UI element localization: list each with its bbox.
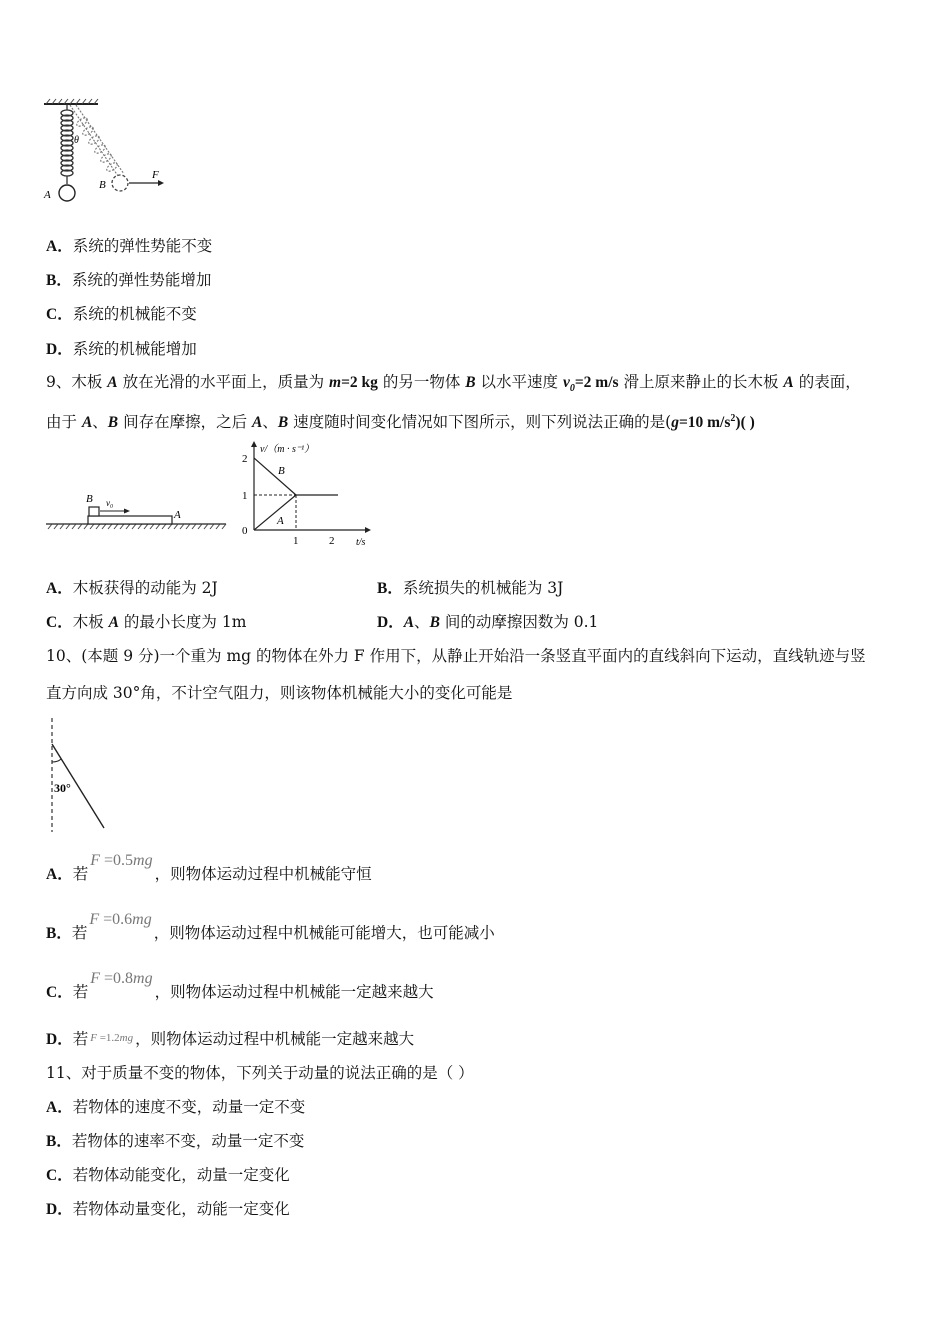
q11-option-a <box>46 1097 305 1118</box>
q8-option-d <box>46 339 197 360</box>
label-b: B <box>86 493 93 505</box>
q9-option-d <box>377 612 598 633</box>
q9-option-a <box>46 578 218 599</box>
text: 以水平速度 <box>475 373 563 391</box>
text: 的表面， <box>793 373 861 391</box>
text: 、 <box>262 413 278 432</box>
label-v0: v₀ <box>106 498 114 508</box>
ground-hatch <box>48 524 226 529</box>
text: 的另一物体 <box>377 373 466 391</box>
q10-option-d <box>46 1029 414 1051</box>
var-b: B <box>107 414 119 432</box>
var-a: A <box>81 414 93 432</box>
option-text: ，则物体运动过程中机械能可能增大，也可能减小 <box>153 924 495 942</box>
option-text: 系统的弹性势能不变 <box>72 237 213 255</box>
text: 滑上原来静止的长木板 <box>618 373 784 391</box>
formula-value: =0.8 <box>104 970 134 987</box>
option-label: A． <box>46 1099 73 1116</box>
angle-label: 30° <box>54 781 71 795</box>
option-label: C． <box>46 306 73 323</box>
option-label: D． <box>377 614 404 631</box>
option-text: 系统的机械能不变 <box>72 305 197 323</box>
option-text: 系统的弹性势能增加 <box>71 271 212 289</box>
var-a: A <box>108 614 119 631</box>
ball-b <box>112 175 128 191</box>
q11-option-b <box>46 1131 304 1152</box>
q8-option-b <box>46 270 211 291</box>
force-arrowhead <box>158 180 164 186</box>
block-b <box>89 507 99 516</box>
line-a-label: A <box>277 515 284 527</box>
formula-value: =0.5 <box>104 852 134 869</box>
formula-mg: mg <box>133 970 153 987</box>
option-text: 系统的机械能增加 <box>72 340 197 358</box>
option-text: 若物体的速度不变，动量一定不变 <box>72 1098 306 1116</box>
formula-value: =0.6 <box>103 911 133 928</box>
var-a: A <box>252 414 263 432</box>
line-b-label: B <box>278 465 285 477</box>
var-m: m <box>329 374 342 391</box>
formula <box>90 970 152 987</box>
text: 、 <box>92 413 108 432</box>
text: 速度随时间变化情况如下图所示，则下列说法正确的是( <box>288 413 672 432</box>
q10-line-2: 直方向成 30°角，不计空气阻力，则该物体机械能大小的变化可能是 <box>46 684 513 702</box>
subscript: 0 <box>569 383 575 395</box>
var-a: A <box>783 374 794 391</box>
spring-vertical <box>61 104 73 184</box>
option-label: C． <box>46 614 73 631</box>
q8-option-a <box>46 236 212 257</box>
option-label: D． <box>46 1201 73 1218</box>
option-text: 若物体动量变化，动能一定变化 <box>72 1200 290 1218</box>
option-label: A． <box>46 238 73 255</box>
label-theta: θ <box>74 135 79 146</box>
q10-line-1: 10、(本题 9 分)一个重为 mg 的物体在外力 F 作用下，从静止开始沿一条竖直平面内的直线斜向下运动，直线轨迹与竖 <box>46 647 866 665</box>
x-axis-arrow <box>365 527 371 533</box>
option-prefix: 若 <box>72 1030 89 1048</box>
formula-f: F <box>90 852 100 869</box>
option-text: 若物体动能变化，动量一定变化 <box>72 1166 290 1184</box>
q9-option-b <box>377 578 563 599</box>
formula-f: F <box>90 970 100 987</box>
y-tick-2: 2 <box>242 453 248 465</box>
velocity-time-graph <box>238 438 378 550</box>
label-a: A <box>174 509 181 521</box>
y-tick-0: 0 <box>242 525 248 537</box>
ceiling-hatch <box>44 99 98 104</box>
y-axis-arrow <box>251 441 257 447</box>
var-b: B <box>277 414 289 432</box>
q11-option-c <box>46 1165 290 1186</box>
value: =10 m/s <box>678 414 731 432</box>
board-figure <box>44 488 229 536</box>
option-label: A． <box>46 580 73 597</box>
option-text: ，则物体运动过程中机械能一定越来越大 <box>154 983 434 1001</box>
angle-figure <box>46 716 110 834</box>
spring-pendulum-figure <box>40 98 170 208</box>
x-tick-1: 1 <box>293 535 299 547</box>
y-axis-label: v/（m · s⁻¹） <box>260 444 315 455</box>
option-text: 若物体的速率不变，动量一定不变 <box>71 1132 305 1150</box>
option-text: 的最小长度为 1m <box>118 613 247 631</box>
velocity-arrowhead <box>124 509 130 514</box>
option-text: ，则物体运动过程中机械能一定越来越大 <box>135 1030 415 1048</box>
option-label: C． <box>46 1167 73 1184</box>
formula <box>90 1032 133 1044</box>
q9-line-1 <box>46 372 861 399</box>
q11-option-d <box>46 1199 290 1220</box>
q8-option-c <box>46 304 197 325</box>
option-prefix: 若 <box>71 924 88 942</box>
option-text: 间的动摩擦因数为 0.1 <box>439 613 599 631</box>
text: )( ) <box>735 414 755 432</box>
formula-f: F <box>89 911 100 928</box>
var-a: A <box>403 614 415 631</box>
formula <box>90 852 152 869</box>
y-tick-1: 1 <box>242 490 248 502</box>
label-f: F <box>152 169 159 181</box>
option-label: B． <box>46 272 72 289</box>
value: =2 kg <box>341 374 378 391</box>
option-text: 木板获得的动能为 2J <box>72 579 218 597</box>
value: =2 m/s <box>574 374 619 391</box>
superscript: 2 <box>730 413 736 424</box>
q11-title: 11、对于质量不变的物体，下列关于动量的说法正确的是（ ） <box>46 1064 474 1082</box>
option-text: ，则物体运动过程中机械能守恒 <box>154 865 372 883</box>
var-b: B <box>429 614 440 631</box>
option-label: D． <box>46 1031 73 1048</box>
ball-a <box>59 185 75 201</box>
text: 间存在摩擦，之后 <box>118 413 252 432</box>
text: 由于 <box>46 413 82 432</box>
line-a <box>254 495 296 530</box>
q9-line-2 <box>46 409 755 433</box>
label-b: B <box>99 179 106 191</box>
formula-mg: mg <box>133 852 153 869</box>
var-b: B <box>465 374 476 391</box>
q10-option-c <box>46 970 434 1003</box>
var-v: v <box>562 374 570 391</box>
option-prefix: 若 <box>72 865 89 883</box>
var-g: g <box>671 414 679 432</box>
option-label: B． <box>46 1133 72 1150</box>
option-label: C． <box>46 984 73 1001</box>
option-text: 系统损失的机械能为 3J <box>402 579 564 597</box>
formula-value: =1.2 <box>99 1032 120 1044</box>
option-label: B． <box>377 580 403 597</box>
label-a: A <box>44 189 51 201</box>
line-b <box>254 458 296 495</box>
text: 放在光滑的水平面上，质量为 <box>117 373 329 391</box>
x-axis-label: t/s <box>356 537 366 548</box>
angle-arc <box>52 759 61 762</box>
formula-mg: mg <box>132 911 152 928</box>
var-a: A <box>107 374 118 391</box>
x-tick-2: 2 <box>329 535 335 547</box>
option-text: 、 <box>414 613 430 631</box>
option-prefix: 若 <box>72 983 89 1001</box>
text: 9、木板 <box>46 373 108 391</box>
board-a <box>88 516 172 524</box>
formula <box>89 911 151 928</box>
q10-option-b <box>46 911 495 944</box>
option-text: 木板 <box>72 613 109 631</box>
option-label: D． <box>46 341 73 358</box>
option-label: B． <box>46 925 72 942</box>
q9-option-c <box>46 612 246 633</box>
formula-mg: mg <box>119 1032 134 1044</box>
option-label: A． <box>46 866 73 883</box>
q10-option-a <box>46 852 372 885</box>
formula-f: F <box>90 1032 97 1044</box>
